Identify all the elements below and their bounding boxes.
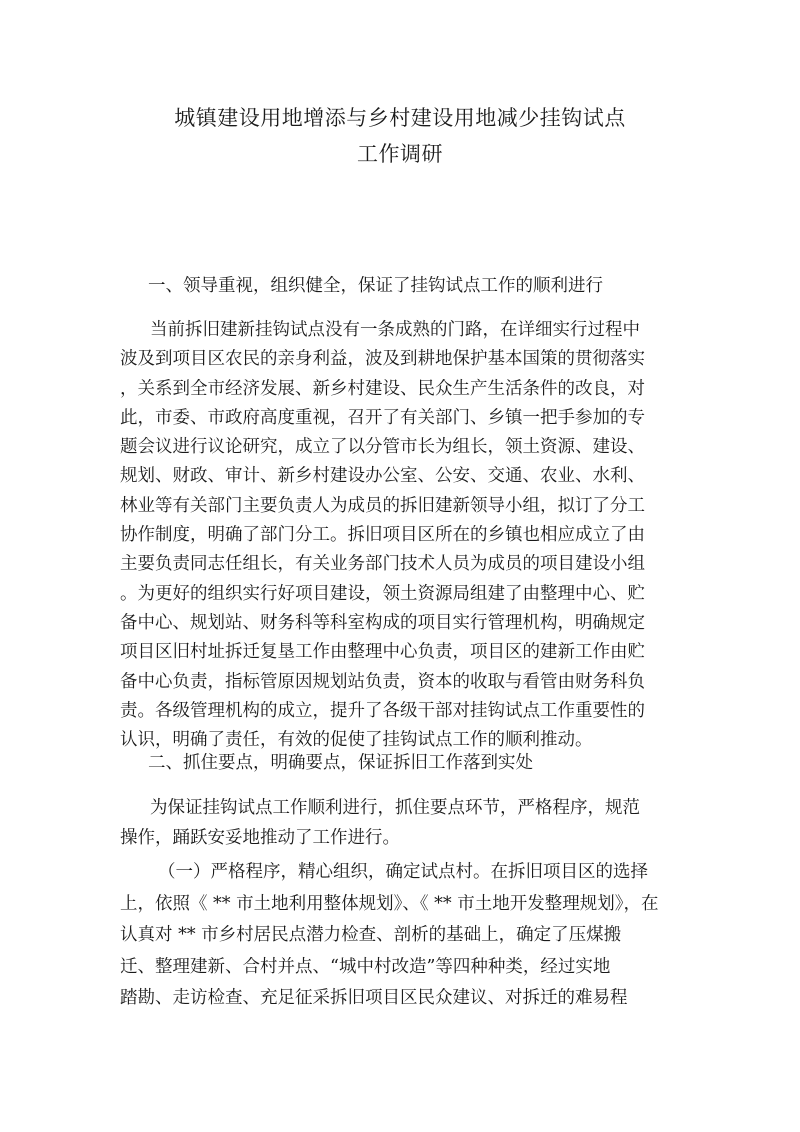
section-2-intro-paragraph — [120, 793, 680, 853]
paragraph-line: 林业等有关部门主要负责人为成员的拆旧建新领导小组，拟订了分工 — [120, 495, 645, 516]
paragraph-line: 协作制度，明确了部门分工。拆旧项目区所在的乡镇也相应成立了由 — [120, 525, 645, 546]
section-1-paragraph — [120, 316, 680, 755]
paragraph-line: （一）严格程序，精心组织，确定试点村。在拆旧项目区的选择 — [158, 862, 648, 882]
paragraph-line: 备中心负责，指标管原因规划站负责，资本的收取与看管由财务科负 — [120, 671, 645, 692]
section-2-heading: 二、抓住要点，明确要点，保证拆旧工作落到实处 — [148, 753, 533, 773]
paragraph-line: 认真对 ** 市乡村居民点潜力检查、剖析的基础上，确定了压煤搬 — [120, 925, 622, 945]
section-1-heading: 一、领导重视，组织健全，保证了挂钩试点工作的顺利进行 — [148, 276, 603, 296]
paragraph-line: 题会议进行议论研究，成立了以分管市长为组长，领土资源、建设、 — [120, 437, 645, 458]
paragraph-line: 备中心、规划站、财务科等科室构成的项目实行管理机构，明确规定 — [120, 612, 645, 633]
paragraph-line: 项目区旧村址拆迁复垦工作由整理中心负责，项目区的建新工作由贮 — [120, 642, 645, 663]
paragraph-line: 责。各级管理机构的成立，提升了各级干部对挂钩试点工作重要性的 — [120, 700, 645, 721]
paragraph-line: 规划、财政、审计、新乡村建设办公室、公安、交通、农业、水利、 — [120, 466, 645, 487]
document-title-line-2: 工作调研 — [357, 142, 443, 166]
paragraph-line: 此，市委、市政府高度重视，召开了有关部门、乡镇一把手参加的专 — [120, 407, 645, 428]
paragraph-line: 踏勘、走访检查、充足征采拆旧项目区民众建议、对拆迁的难易程 — [120, 988, 628, 1008]
paragraph-line: 操作，踊跃安妥地推动了工作进行。 — [120, 828, 400, 848]
paragraph-line: 。为更好的组织实行好项目建设，领土资源局组建了由整理中心、贮 — [120, 583, 645, 604]
paragraph-line: 迁、整理建新、合村并点、“城中村改造”等四种种类，经过实地 — [120, 956, 611, 977]
paragraph-line: ，关系到全市经济发展、新乡村建设、民众生产生活条件的改良，对 — [120, 378, 645, 399]
paragraph-line: 认识，明确了责任，有效的促使了挂钩试点工作的顺利推动。 — [120, 730, 593, 751]
paragraph-line: 为保证挂钩试点工作顺利进行，抓住要点环节，严格程序，规范 — [150, 798, 640, 818]
paragraph-line: 上，依照《 ** 市土地利用整体规划》、《 ** 市土地开发整理规划》，在 — [120, 893, 659, 914]
paragraph-line: 当前拆旧建新挂钩试点没有一条成熟的门路，在详细实行过程中 — [150, 320, 640, 340]
document-title-line-1: 城镇建设用地增添与乡村建设用地减少挂钩试点 — [174, 106, 626, 130]
paragraph-line: 波及到项目区农民的亲身利益，波及到耕地保护基本国策的贯彻落实 — [120, 349, 645, 370]
paragraph-line: 主要负责同志任组长，有关业务部门技术人员为成员的项目建设小组 — [120, 554, 645, 575]
section-2-subsection-1-paragraph — [120, 857, 680, 1015]
